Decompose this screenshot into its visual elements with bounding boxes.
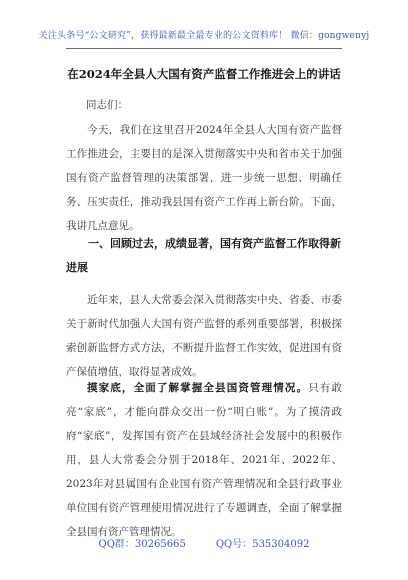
footer-qq-number: QQ号：535304092 [215, 539, 310, 550]
footer-contact [0, 535, 408, 550]
paragraph-intro: 今天，我们在这里召开2024年全县人大国有资产监督工作推进会，主要目的是深入贯彻落实中央和省市关于加强国有资产监督管理的决策部署，进一步统一思想、明确任务、压实责任，推动我县国有资产工作再上新台阶。下面，我讲几点意见。 [66, 124, 342, 232]
header-promo-text: 关注头条号“公文研究”，获得最新最全最专业的公文资料库！ 微信：gongwenyj [38, 31, 370, 41]
section-heading-1: 一、回顾过去，成绩显著，国有资产监督工作取得新进展 [66, 237, 341, 274]
paragraph-lead-bold: 摸家底，全面了解掌握全县国资管理情况。 [87, 382, 309, 394]
footer-qq-group: QQ群：30265665 [98, 539, 186, 550]
paragraph-review: 近年来，县人大常委会深入贯彻落实中央、省委、市委关于新时代加强人大国有资产监督的系列重要部署，积极探索创新监督方式方法，不断提升监督工作实效，促进国有资产保值增值，取得显著成效。 [66, 294, 342, 378]
paragraph-assets [66, 376, 342, 544]
document-title: 在2024年全县人大国有资产监督工作推进会上的讲话 [67, 67, 341, 81]
paragraph-body-text: 只有敢亮“家底”，才能向群众交出一份“明白账”。为了摸清政府“家底”，发挥国有资产在县域经济社会发展中的积极作用，县人大常委会分别于2018年、2021年、2022年、2023年对县属国有企业国有资产管理情况和全县行政事业单位国有资产管理使用情况进行了专题调查，全面了解掌握全县国有资产管理情况。 [66, 382, 343, 538]
salutation: 同志们： [86, 99, 128, 111]
header-divider [66, 48, 342, 49]
